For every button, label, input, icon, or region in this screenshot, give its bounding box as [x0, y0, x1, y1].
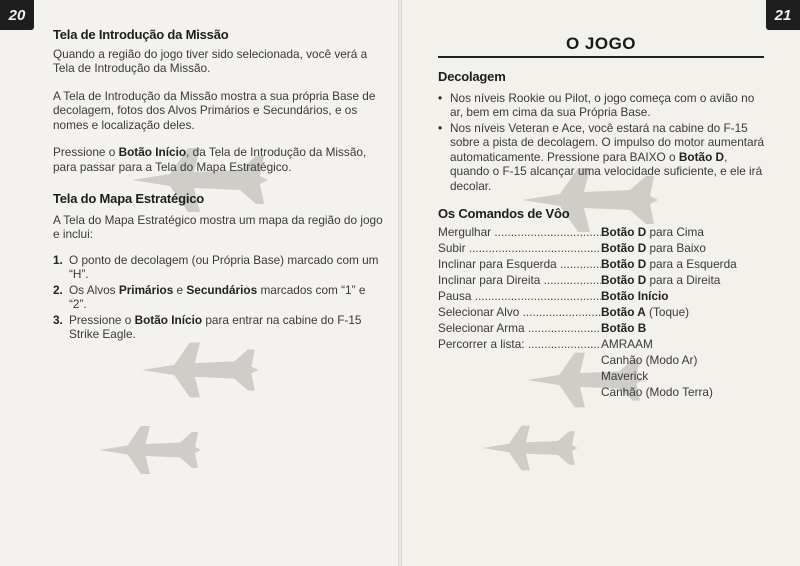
control-key: Botão D [601, 225, 647, 239]
control-row [438, 240, 768, 256]
control-row [438, 304, 768, 320]
list-item [53, 283, 383, 312]
bold-text: Secundários [186, 282, 258, 297]
bold-text: Botão D [678, 149, 725, 164]
jet-watermark-icon [95, 420, 205, 480]
book-gutter [398, 0, 402, 566]
list-number: 1. [53, 252, 63, 267]
heading-takeoff: Decolagem [438, 69, 506, 84]
text: Pressione o [53, 145, 119, 159]
weapons-list [438, 352, 768, 400]
control-detail: para a Esquerda [646, 257, 737, 271]
control-mapping [601, 305, 689, 320]
text: e [173, 282, 187, 297]
control-mapping [601, 273, 720, 288]
title-rule [438, 56, 764, 58]
control-key: Botão D [601, 273, 647, 287]
control-detail: para a Direita [646, 273, 721, 287]
heading-flight-controls: Os Comandos de Vôo [438, 206, 570, 221]
control-action: Inclinar para Esquerda ..... [438, 257, 601, 272]
control-action: Percorrer a lista: ..... [438, 337, 601, 352]
bold-text: Botão Início [118, 145, 187, 159]
control-key: Botão B [601, 321, 647, 335]
weapon-item: Canhão (Modo Ar) [601, 353, 698, 367]
control-row [438, 256, 768, 272]
control-action: Mergulhar ..... [438, 225, 601, 240]
control-mapping [601, 225, 704, 240]
controls-table [438, 224, 768, 352]
jet-watermark-icon [480, 420, 580, 476]
control-mapping [601, 321, 646, 336]
paragraph [53, 145, 383, 174]
control-mapping [601, 257, 737, 272]
section-strategic-map [53, 192, 383, 342]
text: Pressione o [69, 312, 135, 327]
control-action: Pausa ..... [438, 289, 601, 304]
text: Nos níveis Veteran e Ace, você estará na cabine do F-15 sobre a pista de decolagem. O impulso do motor aumentará automaticamente. Pressione para BAIXO o [450, 120, 765, 164]
paragraph: Quando a região do jogo tiver sido selecionada, você verá a Tela de Introdução da Missão. [53, 46, 368, 75]
control-detail: para Cima [646, 225, 704, 239]
weapon-item: Canhão (Modo Terra) [601, 385, 713, 399]
section-takeoff [438, 70, 768, 193]
list-number: 3. [53, 312, 63, 327]
control-detail: (Toque) [645, 305, 690, 319]
page-number-right: 21 [766, 0, 800, 30]
control-action: Subir ..... [438, 241, 601, 256]
control-action: Selecionar Alvo ..... [438, 305, 601, 320]
text: Os Alvos [69, 282, 119, 297]
page-number-left: 20 [0, 0, 34, 30]
control-key: Botão A [601, 305, 646, 319]
control-action: Inclinar para Direita ..... [438, 273, 601, 288]
jet-watermark-icon [140, 335, 260, 405]
heading-strategic-map: Tela do Mapa Estratégico [53, 191, 204, 206]
text: O ponto de decolagem (ou Própria Base) marcado com um “H”. [69, 252, 379, 281]
list-item [53, 313, 383, 342]
bullet-list [438, 91, 768, 194]
control-key: Botão Início [601, 289, 669, 303]
text: , quando o F-15 alcançar uma velocidade suficiente, e ele irá decolar. [450, 149, 763, 193]
control-detail: para Baixo [646, 241, 706, 255]
section-mission-intro [53, 28, 383, 174]
control-mapping [601, 337, 653, 352]
heading-mission-intro: Tela de Introdução da Missão [53, 27, 229, 42]
bold-text: Primários [118, 282, 174, 297]
control-key: Botão D [601, 257, 647, 271]
paragraph: A Tela do Mapa Estratégico mostra um mapa da região do jogo e inclui: [53, 212, 383, 241]
weapon-item: Maverick [601, 369, 649, 383]
list-item: • Nos níveis Rookie ou Pilot, o jogo começa com o avião no ar, bem em cima da sua Própria Base. [438, 91, 768, 120]
control-mapping [601, 289, 669, 304]
bold-text: Botão Início [134, 312, 203, 327]
list-number: 2. [53, 282, 63, 297]
list-item [438, 121, 768, 194]
section-flight-controls [438, 207, 768, 400]
numbered-list [53, 253, 383, 342]
control-detail: AMRAAM [601, 337, 653, 351]
control-key: Botão D [601, 241, 647, 255]
paragraph: A Tela de Introdução da Missão mostra a sua própria Base de decolagem, fotos dos Alvos Primários e Secundários, e os nomes e localização deles. [53, 88, 376, 132]
text: , da Tela de Introdução da Missão, para passar para a Tela do Mapa Estratégico. [53, 145, 367, 174]
control-row [438, 336, 768, 352]
control-action: Selecionar Arma ..... [438, 321, 601, 336]
list-item [53, 253, 383, 282]
control-row [438, 320, 768, 336]
control-row [438, 288, 768, 304]
control-row [438, 224, 768, 240]
text: marcados com “1” e “2”. [69, 282, 366, 311]
control-mapping [601, 241, 706, 256]
control-row [438, 272, 768, 288]
page-title: O JOGO [565, 34, 637, 53]
text: para entrar na cabine do F-15 Strike Eagle. [69, 312, 362, 341]
